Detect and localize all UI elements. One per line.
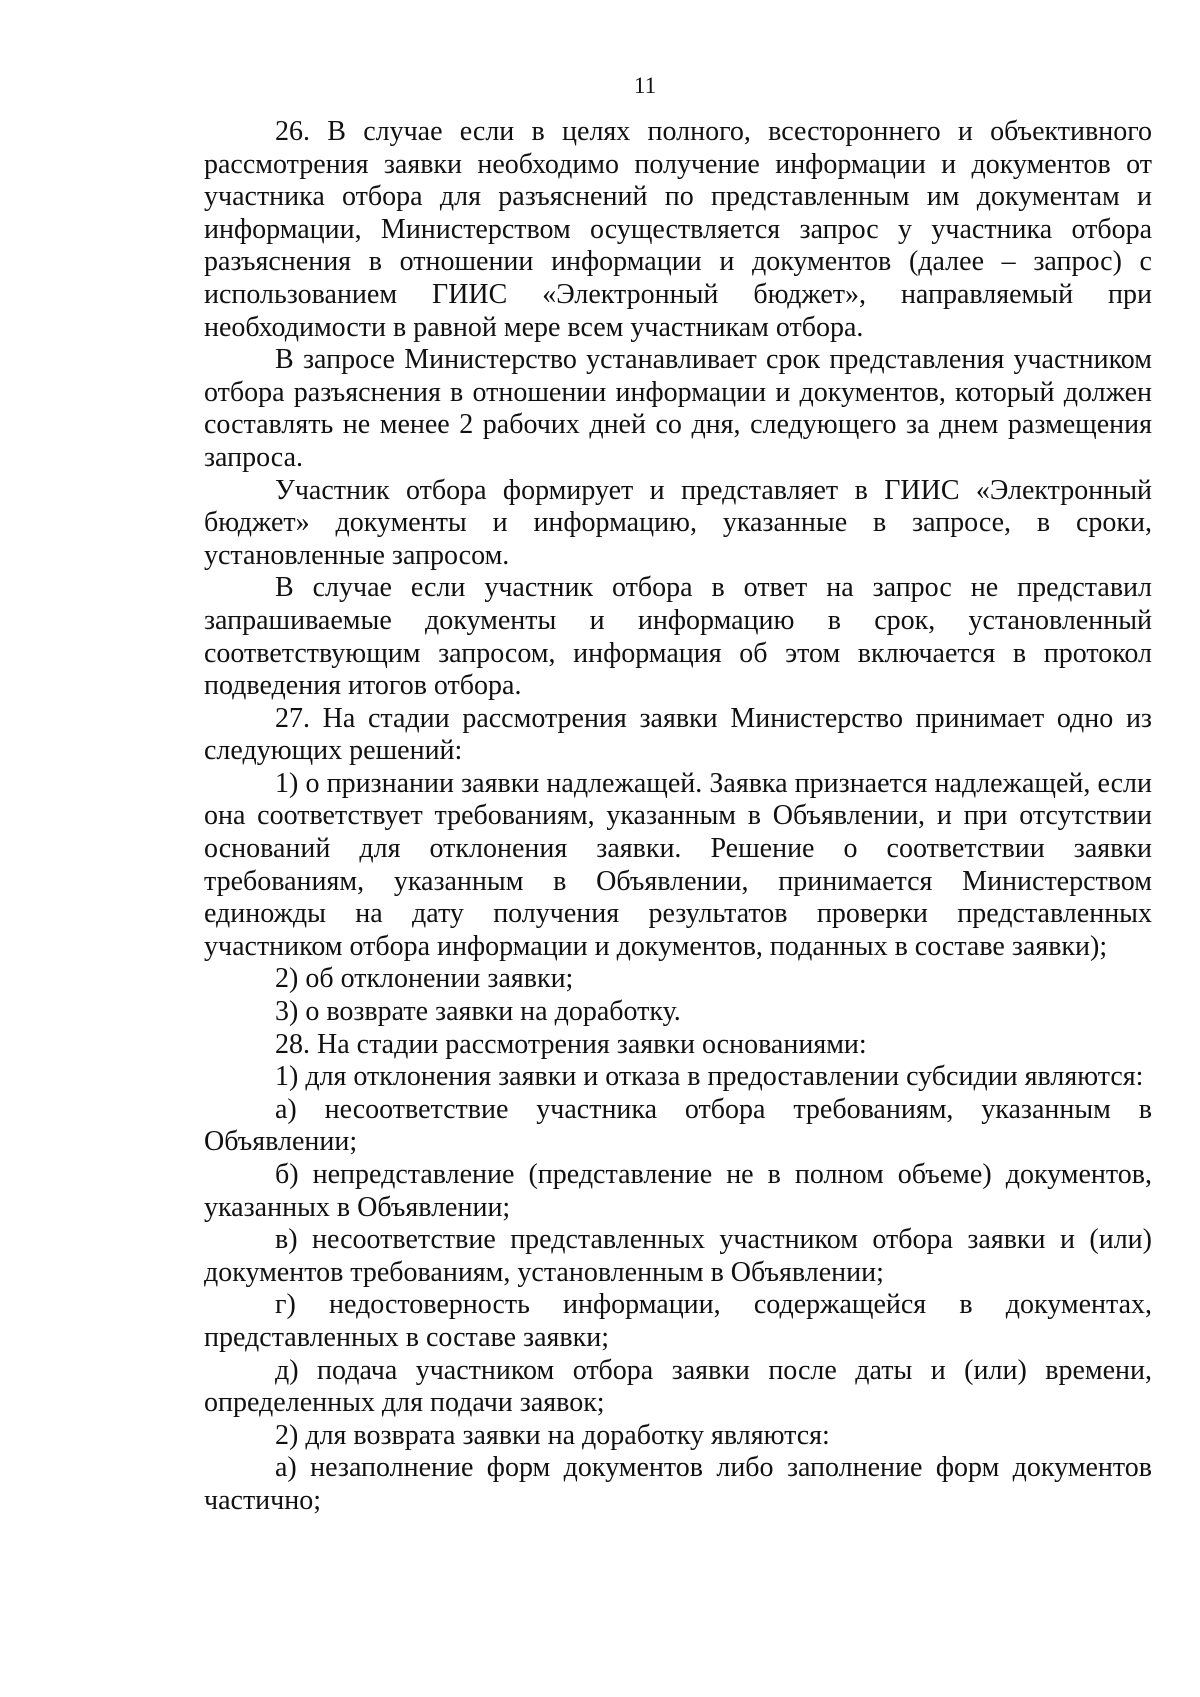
paragraph-26-participant-response: Участник отбора формирует и представляет в ГИИС «Электронный бюджет» документы и информацию, указанные в запросе, в сроки, установленные запросом. bbox=[204, 474, 1152, 571]
paragraph-26: 26. В случае если в целях полного, всестороннего и объективного рассмотрения заявки необходимо получение информации и документов от участника отбора для разъяснений по представленным им документам и информации, Министерством осуществляется запрос у участника отбора разъяснения в отношении информации и документов (далее – запрос) с использованием ГИИС «Электронный бюджет», направляемый при необходимости в равной мере всем участникам отбора. bbox=[204, 116, 1152, 343]
paragraph-26-request-deadline: В запросе Министерство устанавливает срок представления участником отбора разъяснения в отношении информации и документов, который должен составлять не менее 2 рабочих дней со дня, следующего за днем размещения запроса. bbox=[204, 344, 1152, 473]
page-number: 11 bbox=[633, 73, 657, 98]
paragraph-28-item-1-d: д) подача участником отбора заявки после даты и (или) времени, определенных для подачи заявок; bbox=[204, 1354, 1152, 1419]
paragraph-27: 27. На стадии рассмотрения заявки Министерство принимает одно из следующих решений: bbox=[204, 702, 1152, 767]
paragraph-28-item-1-b: б) непредставление (представление не в полном объеме) документов, указанных в Объявлении; bbox=[204, 1159, 1152, 1223]
paragraph-28-item-2: 2) для возврата заявки на доработку являются: bbox=[275, 1419, 830, 1451]
paragraph-28-item-1: 1) для отклонения заявки и отказа в предоставлении субсидии являются: bbox=[275, 1061, 1144, 1093]
paragraph-27-item-3: 3) о возврате заявки на доработку. bbox=[275, 996, 681, 1028]
paragraph-26-no-response: В случае если участник отбора в ответ на запрос не представил запрашиваемые документы и информацию в срок, установленный соответствующим запросом, информация об этом включается в протокол подведения итогов отбора. bbox=[204, 572, 1152, 702]
paragraph-28-item-2-a: а) незаполнение форм документов либо заполнение форм документов частично; bbox=[204, 1452, 1152, 1516]
paragraph-28-item-1-g: г) недостоверность информации, содержащейся в документах, представленных в составе заявки; bbox=[204, 1289, 1152, 1353]
document-body bbox=[204, 116, 1152, 1518]
paragraph-27-item-2: 2) об отклонении заявки; bbox=[275, 963, 574, 995]
paragraph-28: 28. На стадии рассмотрения заявки основаниями: bbox=[275, 1028, 867, 1060]
paragraph-27-item-1: 1) о признании заявки надлежащей. Заявка признается надлежащей, если она соответствует требованиям, указанным в Объявлении, и при отсутствии оснований для отклонения заявки. Решение о соответствии заявки требованиям, указанным в Объявлении, принимается Министерством единожды на дату получения результатов проверки представленных участником отбора информации и документов, поданных в составе заявки); bbox=[204, 767, 1152, 962]
paragraph-28-item-1-v: в) несоответствие представленных участником отбора заявки и (или) документов требованиям, установленным в Объявлении; bbox=[204, 1224, 1152, 1288]
paragraph-28-item-1-a: а) несоответствие участника отбора требованиям, указанным в Объявлении; bbox=[204, 1093, 1152, 1158]
